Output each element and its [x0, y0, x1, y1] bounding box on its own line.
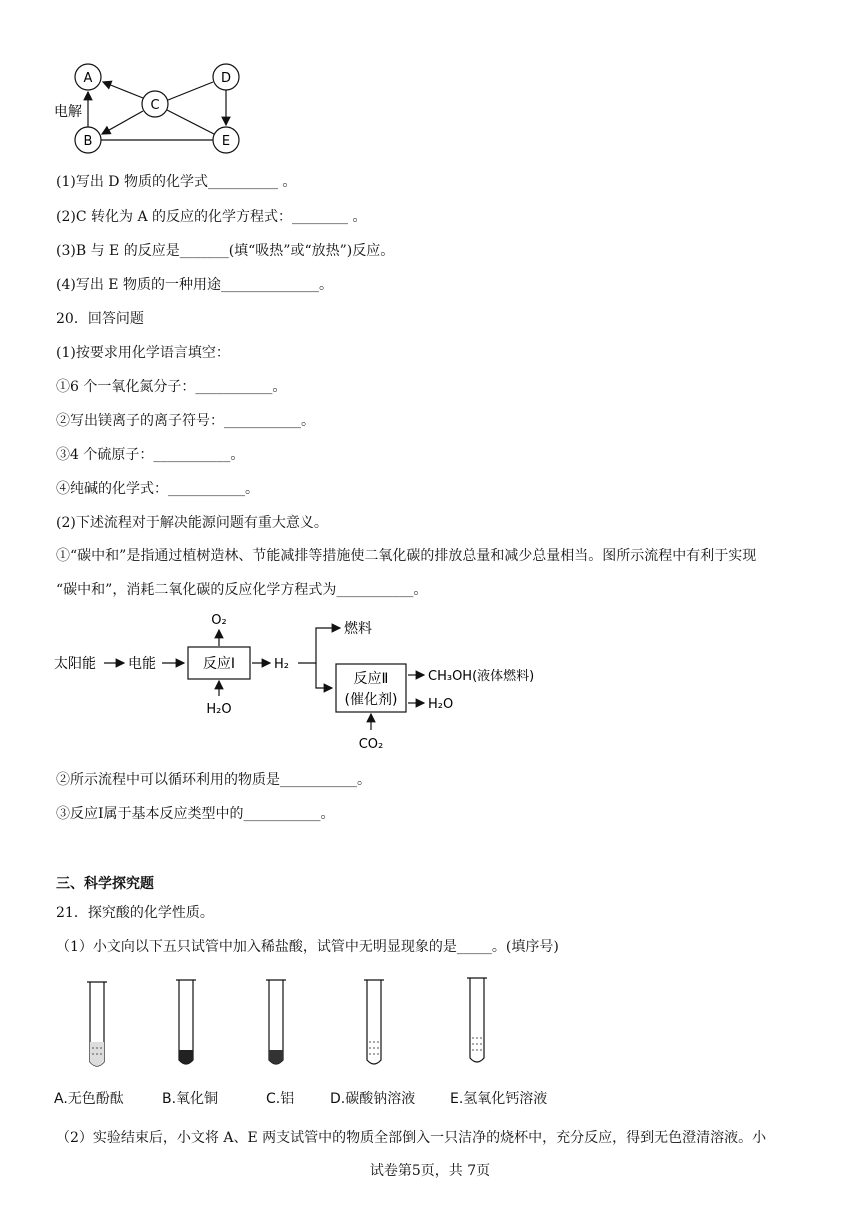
q21-part2: （2）实验结束后，小文将 A、E 两支试管中的物质全部倒入一只洁净的烧杯中，充分反应，得到无色澄清溶液。小 [56, 1130, 767, 1146]
tube-label-b: B.氧化铜 [162, 1091, 219, 1107]
tube-label-e: E.氢氧化钙溶液 [450, 1091, 548, 1107]
fuel-label: 燃料 [344, 621, 372, 637]
q20-title: 20．回答问题 [56, 311, 144, 327]
methanol-label: CH₃OH(液体燃料) [428, 669, 535, 684]
q19-part2: (2)C 转化为 A 的反应的化学方程式：________ 。 [56, 209, 367, 225]
electric-energy-label: 电能 [128, 656, 156, 672]
substance-relation-diagram [50, 60, 260, 160]
edge-d-c [168, 82, 213, 100]
tube-d [364, 980, 384, 1064]
tube-label-d: D.碳酸钠溶液 [330, 1091, 416, 1107]
q20-item4: ④纯碱的化学式：___________。 [56, 481, 259, 497]
section-heading: 三、科学探究题 [56, 876, 154, 892]
oxygen-label: O₂ [211, 613, 227, 628]
edge-c-e [167, 110, 214, 134]
node-d [213, 64, 239, 90]
edge-c-to-a [103, 82, 143, 98]
svg-text:C: C [150, 98, 160, 113]
solar-energy-label: 太阳能 [54, 656, 96, 672]
q19-part1: (1)写出 D 物质的化学式__________ 。 [56, 174, 297, 190]
water-output-label: H₂O [428, 697, 454, 712]
node-c [142, 91, 168, 117]
edge-c-to-b [102, 111, 143, 134]
node-a [75, 64, 101, 90]
tube-a [87, 982, 107, 1066]
q20-carbon-line1: ①“碳中和”是指通过植树造林、节能减排等措施使二氧化碳的排放总量和减少总量相当。图所示流程中有利于实现 [56, 548, 757, 564]
svg-text:D: D [220, 71, 232, 86]
svg-text:A: A [83, 71, 93, 86]
node-e [213, 127, 239, 153]
q20-item2: ②写出镁离子的离子符号：___________。 [56, 413, 315, 429]
q20-item3: ③4 个硫原子：___________。 [56, 447, 245, 463]
svg-text:E: E [221, 134, 231, 149]
water-input-label: H₂O [206, 702, 232, 717]
q20-part2: (2)下述流程对于解决能源问题有重大意义。 [56, 515, 328, 531]
q20-item6: ③反应Ⅰ属于基本反应类型中的___________。 [56, 806, 335, 822]
arrow-h2-r2 [316, 663, 332, 688]
node-b [75, 127, 101, 153]
electrolysis-label: 电解 [54, 104, 82, 120]
reaction1-label: 反应Ⅰ [202, 656, 236, 672]
hydrogen-label: H₂ [274, 657, 289, 672]
q21-part1: （1）小文向以下五只试管中加入稀盐酸，试管中无明显现象的是_____。(填序号) [56, 939, 559, 955]
reaction2-label: 反应Ⅱ [353, 671, 389, 687]
tube-label-c: C.铝 [266, 1091, 295, 1107]
tube-label-a: A.无色酚酞 [54, 1091, 124, 1107]
test-tubes-figure [60, 974, 580, 1084]
energy-flow-diagram [50, 608, 570, 756]
arrow-h2-fuel [298, 628, 340, 663]
q21-title: 21．探究酸的化学性质。 [56, 905, 214, 921]
tube-c [266, 980, 286, 1064]
q20-item5: ②所示流程中可以循环利用的物质是___________。 [56, 772, 371, 788]
q20-carbon-line2: “碳中和”，消耗二氧化碳的反应化学方程式为___________。 [56, 582, 428, 598]
page-footer: 试卷第5页，共 7页 [369, 1163, 491, 1179]
catalyst-label: (催化剂) [344, 692, 398, 708]
q20-item1: ①6 个一氧化氮分子：___________。 [56, 379, 287, 395]
co2-label: CO₂ [358, 737, 384, 752]
q20-part1: (1)按要求用化学语言填空： [56, 345, 230, 361]
tube-e [467, 978, 487, 1062]
tube-b [176, 980, 196, 1064]
q19-part4: (4)写出 E 物质的一种用途______________。 [56, 277, 333, 293]
q19-part3: (3)B 与 E 的反应是_______(填“吸热”或“放热”)反应。 [56, 243, 395, 259]
svg-text:B: B [83, 134, 93, 149]
